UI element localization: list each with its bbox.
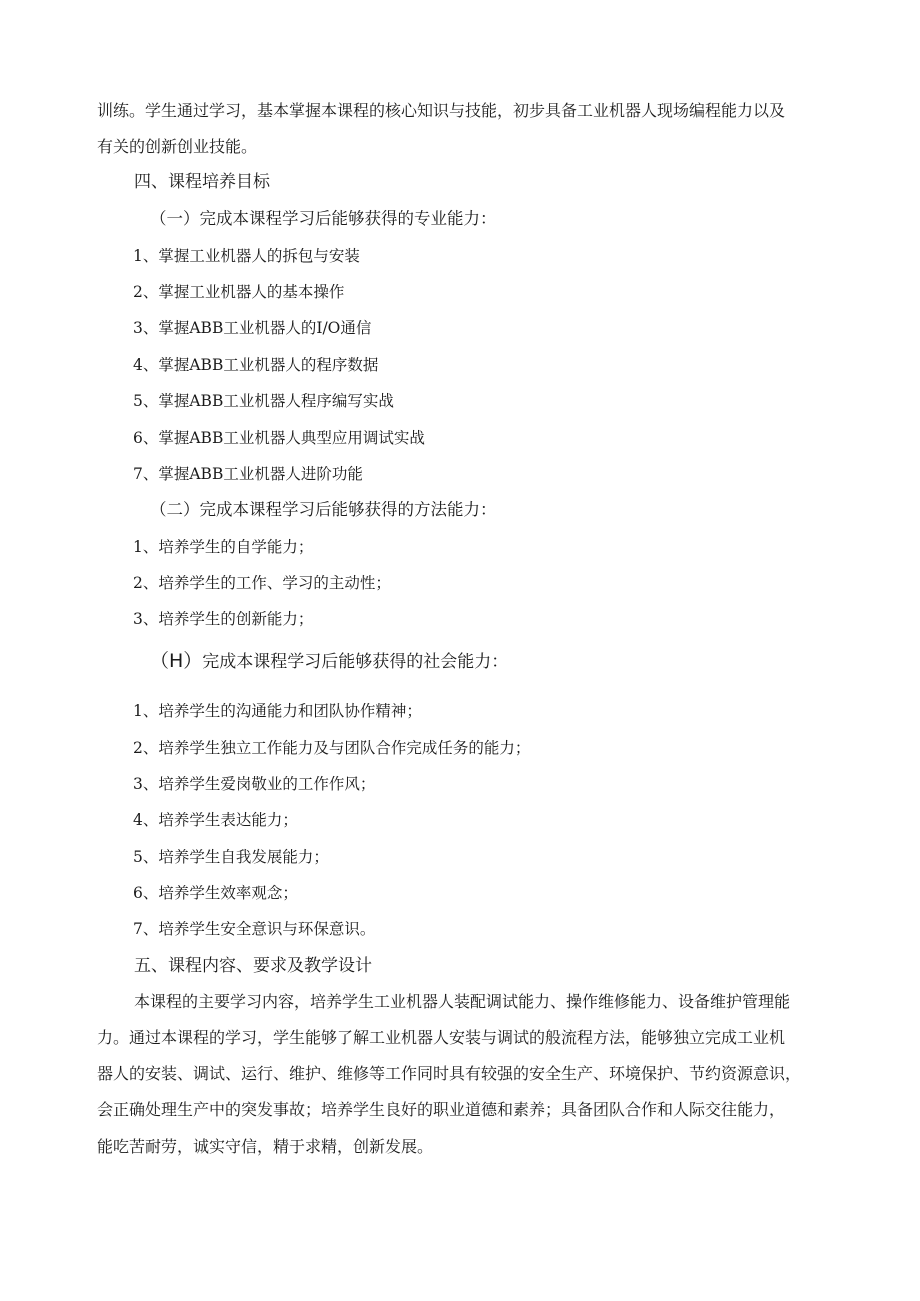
section-5-paragraph-line: 能吃苦耐劳，诚实守信，精于求精，创新发展。 [97,1137,434,1156]
section-5-heading: 五、课程内容、要求及教学设计 [134,956,372,976]
section-4-sub-3-heading [150,650,508,673]
professional-skill-item: 1、掌握工业机器人的拆包与安装 [133,247,360,265]
social-skill-item: 7、培养学生安全意识与环保意识。 [133,920,376,938]
social-skill-item: 2、培养学生独立工作能力及与团队合作完成任务的能力； [133,739,531,757]
professional-skill-item: 3、掌握ABB工业机器人的I/O通信 [133,319,372,337]
section-4-sub-1-heading: （一）完成本课程学习后能够获得的专业能力： [150,209,497,228]
social-skill-item: 3、培养学生爱岗敬业的工作作风； [133,775,376,793]
professional-skill-item: 4、掌握ABB工业机器人的程序数据 [133,356,379,374]
professional-skill-item: 6、掌握ABB工业机器人典型应用调试实战 [133,429,425,447]
professional-skill-item: 5、掌握ABB工业机器人程序编写实战 [133,392,394,410]
method-skill-item: 1、培养学生的自学能力； [133,538,314,556]
social-skill-item: 6、培养学生效率观念； [133,884,298,902]
section-5-paragraph-line: 会正确处理生产中的突发事故；培养学生良好的职业道德和素养；具备团队合作和人际交往能力， [97,1100,786,1119]
method-skill-item: 3、培养学生的创新能力； [133,610,314,628]
section-5-paragraph-line: 器人的安装、调试、运行、维护、维修等工作同时具有较强的安全生产、环境保护、节约资源意识， [97,1064,802,1083]
method-skill-item: 2、培养学生的工作、学习的主动性； [133,574,391,592]
section-4-sub-2-heading: （二）完成本课程学习后能够获得的方法能力： [150,500,497,519]
social-skill-item: 5、培养学生自我发展能力； [133,848,329,866]
section-5-paragraph-line: 本课程的主要学习内容，培养学生工业机器人装配调试能力、操作维修能力、设备维护管理能 [134,992,791,1011]
section-5-paragraph-line: 力。通过本课程的学习，学生能够了解工业机器人安装与调试的般流程方法，能够独立完成工业机 [97,1028,786,1047]
social-skill-item: 4、培养学生表达能力； [133,811,298,829]
section-4-sub-3-text: 完成本课程学习后能够获得的社会能力： [202,652,509,672]
professional-skill-item: 2、掌握工业机器人的基本操作 [133,283,345,301]
intro-line-2: 有关的创新创业技能。 [97,137,258,156]
section-4-heading: 四、课程培养目标 [134,172,270,192]
intro-line-1: 训练。学生通过学习，基本掌握本课程的核心知识与技能，初步具备工业机器人现场编程能力以及 [97,101,786,120]
section-4-sub-3-prefix: （H） [150,650,203,672]
professional-skill-item: 7、掌握ABB工业机器人进阶功能 [133,465,363,483]
social-skill-item: 1、培养学生的沟通能力和团队协作精神； [133,702,422,720]
